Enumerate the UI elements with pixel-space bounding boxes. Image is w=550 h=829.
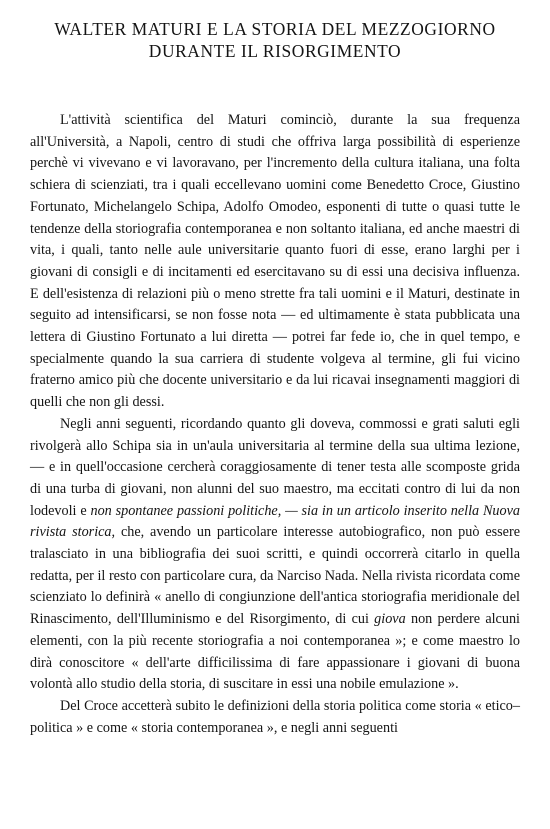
document-page	[30, 18, 520, 739]
title-line-2: DURANTE IL RISORGIMENTO	[148, 41, 402, 61]
title-line-1: WALTER MATURI E LA STORIA DEL MEZZOGIORNO	[54, 19, 496, 39]
paragraph-2-part-e: non perdere alcuni elementi, con la più recente storiografia a noi contemporanea »; e come maestro lo dirà conoscitore « dell'arte difficilissima di fare appassionare i giovani di buona volontà allo studio della storia, di suscitare in essi una nobile emulazione ».	[30, 611, 520, 693]
article-body	[30, 110, 520, 739]
paragraph-2-part-a: Negli anni seguenti, ricordando quanto gli doveva, commossi e grati saluti egli rivolgerà allo Schipa sia in un'aula universitaria al termine della sua ultima lezione, — e in quell'occasione cercherà coraggiosamente di tener testa alle scomposte grida di una turba di giovani, non alunni del suo maestro, ma eccitati contro di lui da non lodevoli e	[30, 415, 520, 519]
article-title	[30, 18, 520, 62]
paragraph-2-italic-d: giova	[374, 611, 406, 628]
paragraph-2	[30, 414, 520, 696]
paragraph-1: L'attività scientifica del Maturi cominciò, durante la sua frequenza all'Università, a Napoli, centro di studi che offriva larga possibilità di esperienze perchè vi vivevano e vi lavoravano, per l'incremento della cultura italiana, una folta schiera di scienziati, tra i quali eccellevano uomini come Benedetto Croce, Giustino Fortunato, Michelangelo Schipa, Adolfo Omodeo, esponenti di tutte o quasi tutte le tendenze della storiografia contemporanea e non soltanto italiana, ed anche maestri di vita, i quali, tanto nelle aule universitarie quanto fuori di esse, erano larghi per i giovani di consigli e di incitamenti ed esercitavano su di essi una decisiva influenza. E dell'esistenza di relazioni più o meno strette fra tali uomini e il Maturi, destinate in seguito ad intensificarsi, se non fosse nota — ed ultimamente è stata pubblicata una lettera di Giustino Fortunato a lui diretta — potrei far fede io, che in quel tempo, e specialmente quando la sua carriera di studente volgeva al termine, gli fui vicino fraterno amico più che docente universitario e da lui ricavai insegnamenti maggiori di quelli che non gli dessi.	[30, 112, 520, 411]
paragraph-2-part-c: che, avendo un particolare interesse autobiografico, non può essere tralasciato in una bibliografia dei suoi scritti, e quindi occorrerà citarlo in quella redatta, per il resto con particolare cura, da Narciso Nada. Nella rivista ricordata come scienziato lo definirà « anello di congiunzione dell'antica storiografia meridionale del Rinascimento, dell'Illuminismo e del Risorgimento, di cui	[30, 524, 520, 628]
paragraph-3: Del Croce accetterà subito le definizioni della storia politica come storia « etico–politica » e come « storia contemporanea », e negli anni seguenti	[30, 697, 520, 736]
paragraph-2-italic-b: non spontanee passioni politiche, — sia in un articolo inserito nella Nuova rivista storica,	[30, 502, 520, 541]
